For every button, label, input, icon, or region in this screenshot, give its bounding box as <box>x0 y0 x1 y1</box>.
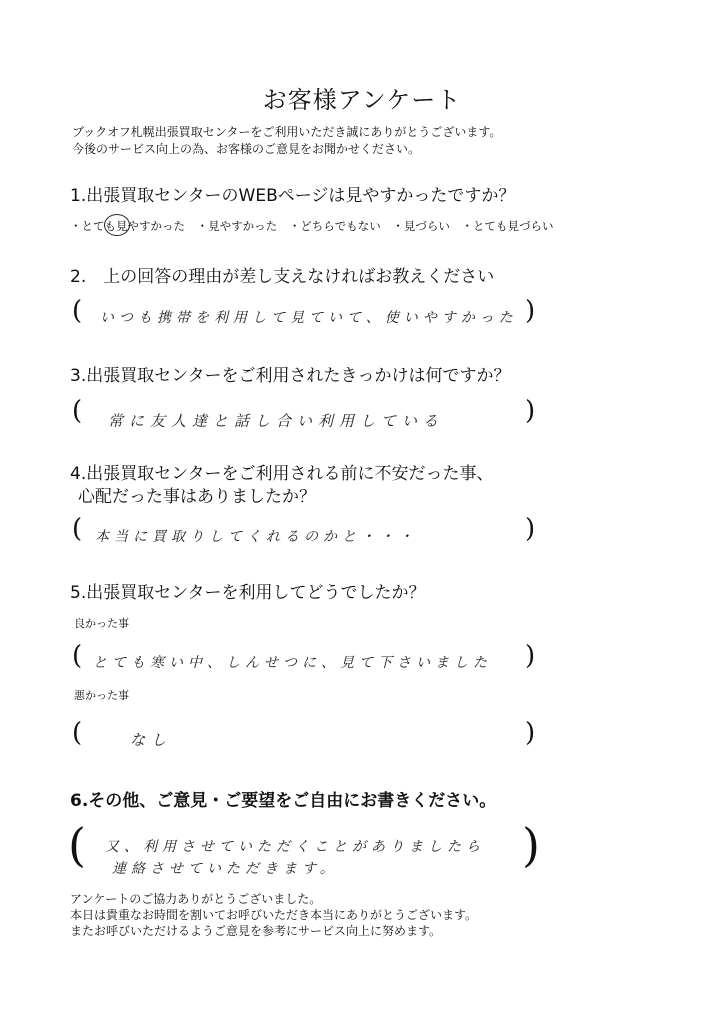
question-4-line-2: 心配だった事はありましたか？ <box>78 487 316 507</box>
answer-3-handwriting: 常に友人達と話し合い利用している <box>108 412 445 430</box>
footer-line-1: アンケートのご協力ありがとうございました。 <box>70 892 322 906</box>
option-easy[interactable]: ・見やすかった <box>196 219 278 233</box>
answer-6-close-paren: ) <box>522 818 540 872</box>
answer-5-bad-close-paren: ) <box>525 718 536 748</box>
answer-5-bad-open-paren: ( <box>72 718 83 748</box>
answer-3-close-paren: ) <box>525 396 536 426</box>
question-3: 3.出張買取センターをご利用されたきっかけは何ですか？ <box>70 366 511 386</box>
good-points-label: 良かった事 <box>74 617 129 630</box>
question-1: 1.出張買取センターのWEBページは見やすかったですか？ <box>70 186 516 206</box>
question-1-options <box>70 218 562 234</box>
question-2: 2. 上の回答の理由が差し支えなければお教えください <box>70 267 495 287</box>
option-hard[interactable]: ・見づらい <box>392 219 450 233</box>
answer-3-open-paren: ( <box>72 396 83 426</box>
intro-line-2: 今後のサービス向上の為、お客様のご意見をお聞かせください。 <box>72 142 421 156</box>
question-6: 6.その他、ご意見・ご要望をご自由にお書きください。 <box>70 791 497 811</box>
answer-6-handwriting-line-1: 又、利用させていただくことがありましたら <box>105 839 485 855</box>
answer-4-close-paren: ) <box>525 514 536 544</box>
footer-line-3: またお呼びいただけるようご意見を参考にサービス向上に努めます。 <box>70 924 442 938</box>
answer-6-handwriting-line-2: 連絡させていただきます。 <box>112 861 339 877</box>
answer-4-open-paren: ( <box>72 514 83 544</box>
question-4-line-1: 4.出張買取センターをご利用される前に不安だった事、 <box>70 464 494 484</box>
answer-5-bad-handwriting: なし <box>130 731 173 749</box>
question-5: 5.出張買取センターを利用してどうでしたか？ <box>70 583 426 603</box>
answer-5-good-handwriting: とても寒い中、しんせつに、見て下さいました <box>93 655 492 671</box>
answer-2-close-paren: ) <box>525 296 536 326</box>
answer-4-handwriting: 本当に買取りしてくれるのかと・・・ <box>95 529 418 545</box>
option-very-easy[interactable]: ・とても見やすかった <box>70 219 185 233</box>
answer-5-good-open-paren: ( <box>72 641 83 671</box>
option-neutral[interactable]: ・どちらでもない <box>288 219 381 233</box>
option-very-hard[interactable]: ・とても見づらい <box>461 219 554 233</box>
answer-2-open-paren: ( <box>72 296 83 326</box>
answer-5-good-close-paren: ) <box>525 641 536 671</box>
bad-points-label: 悪かった事 <box>74 689 129 702</box>
footer-line-2: 本日は貴重なお時間を割いてお呼びいただき本当にありがとうございます。 <box>70 908 478 922</box>
page-title: お客様アンケート <box>262 86 462 114</box>
answer-2-handwriting: いつも携帯を利用して見ていて、使いやすかった <box>100 310 518 326</box>
selection-circle-mark <box>104 214 130 236</box>
intro-line-1: ブックオフ札幌出張買取センターをご利用いただき誠にありがとうございます。 <box>72 125 502 139</box>
answer-6-open-paren: ( <box>68 818 86 872</box>
